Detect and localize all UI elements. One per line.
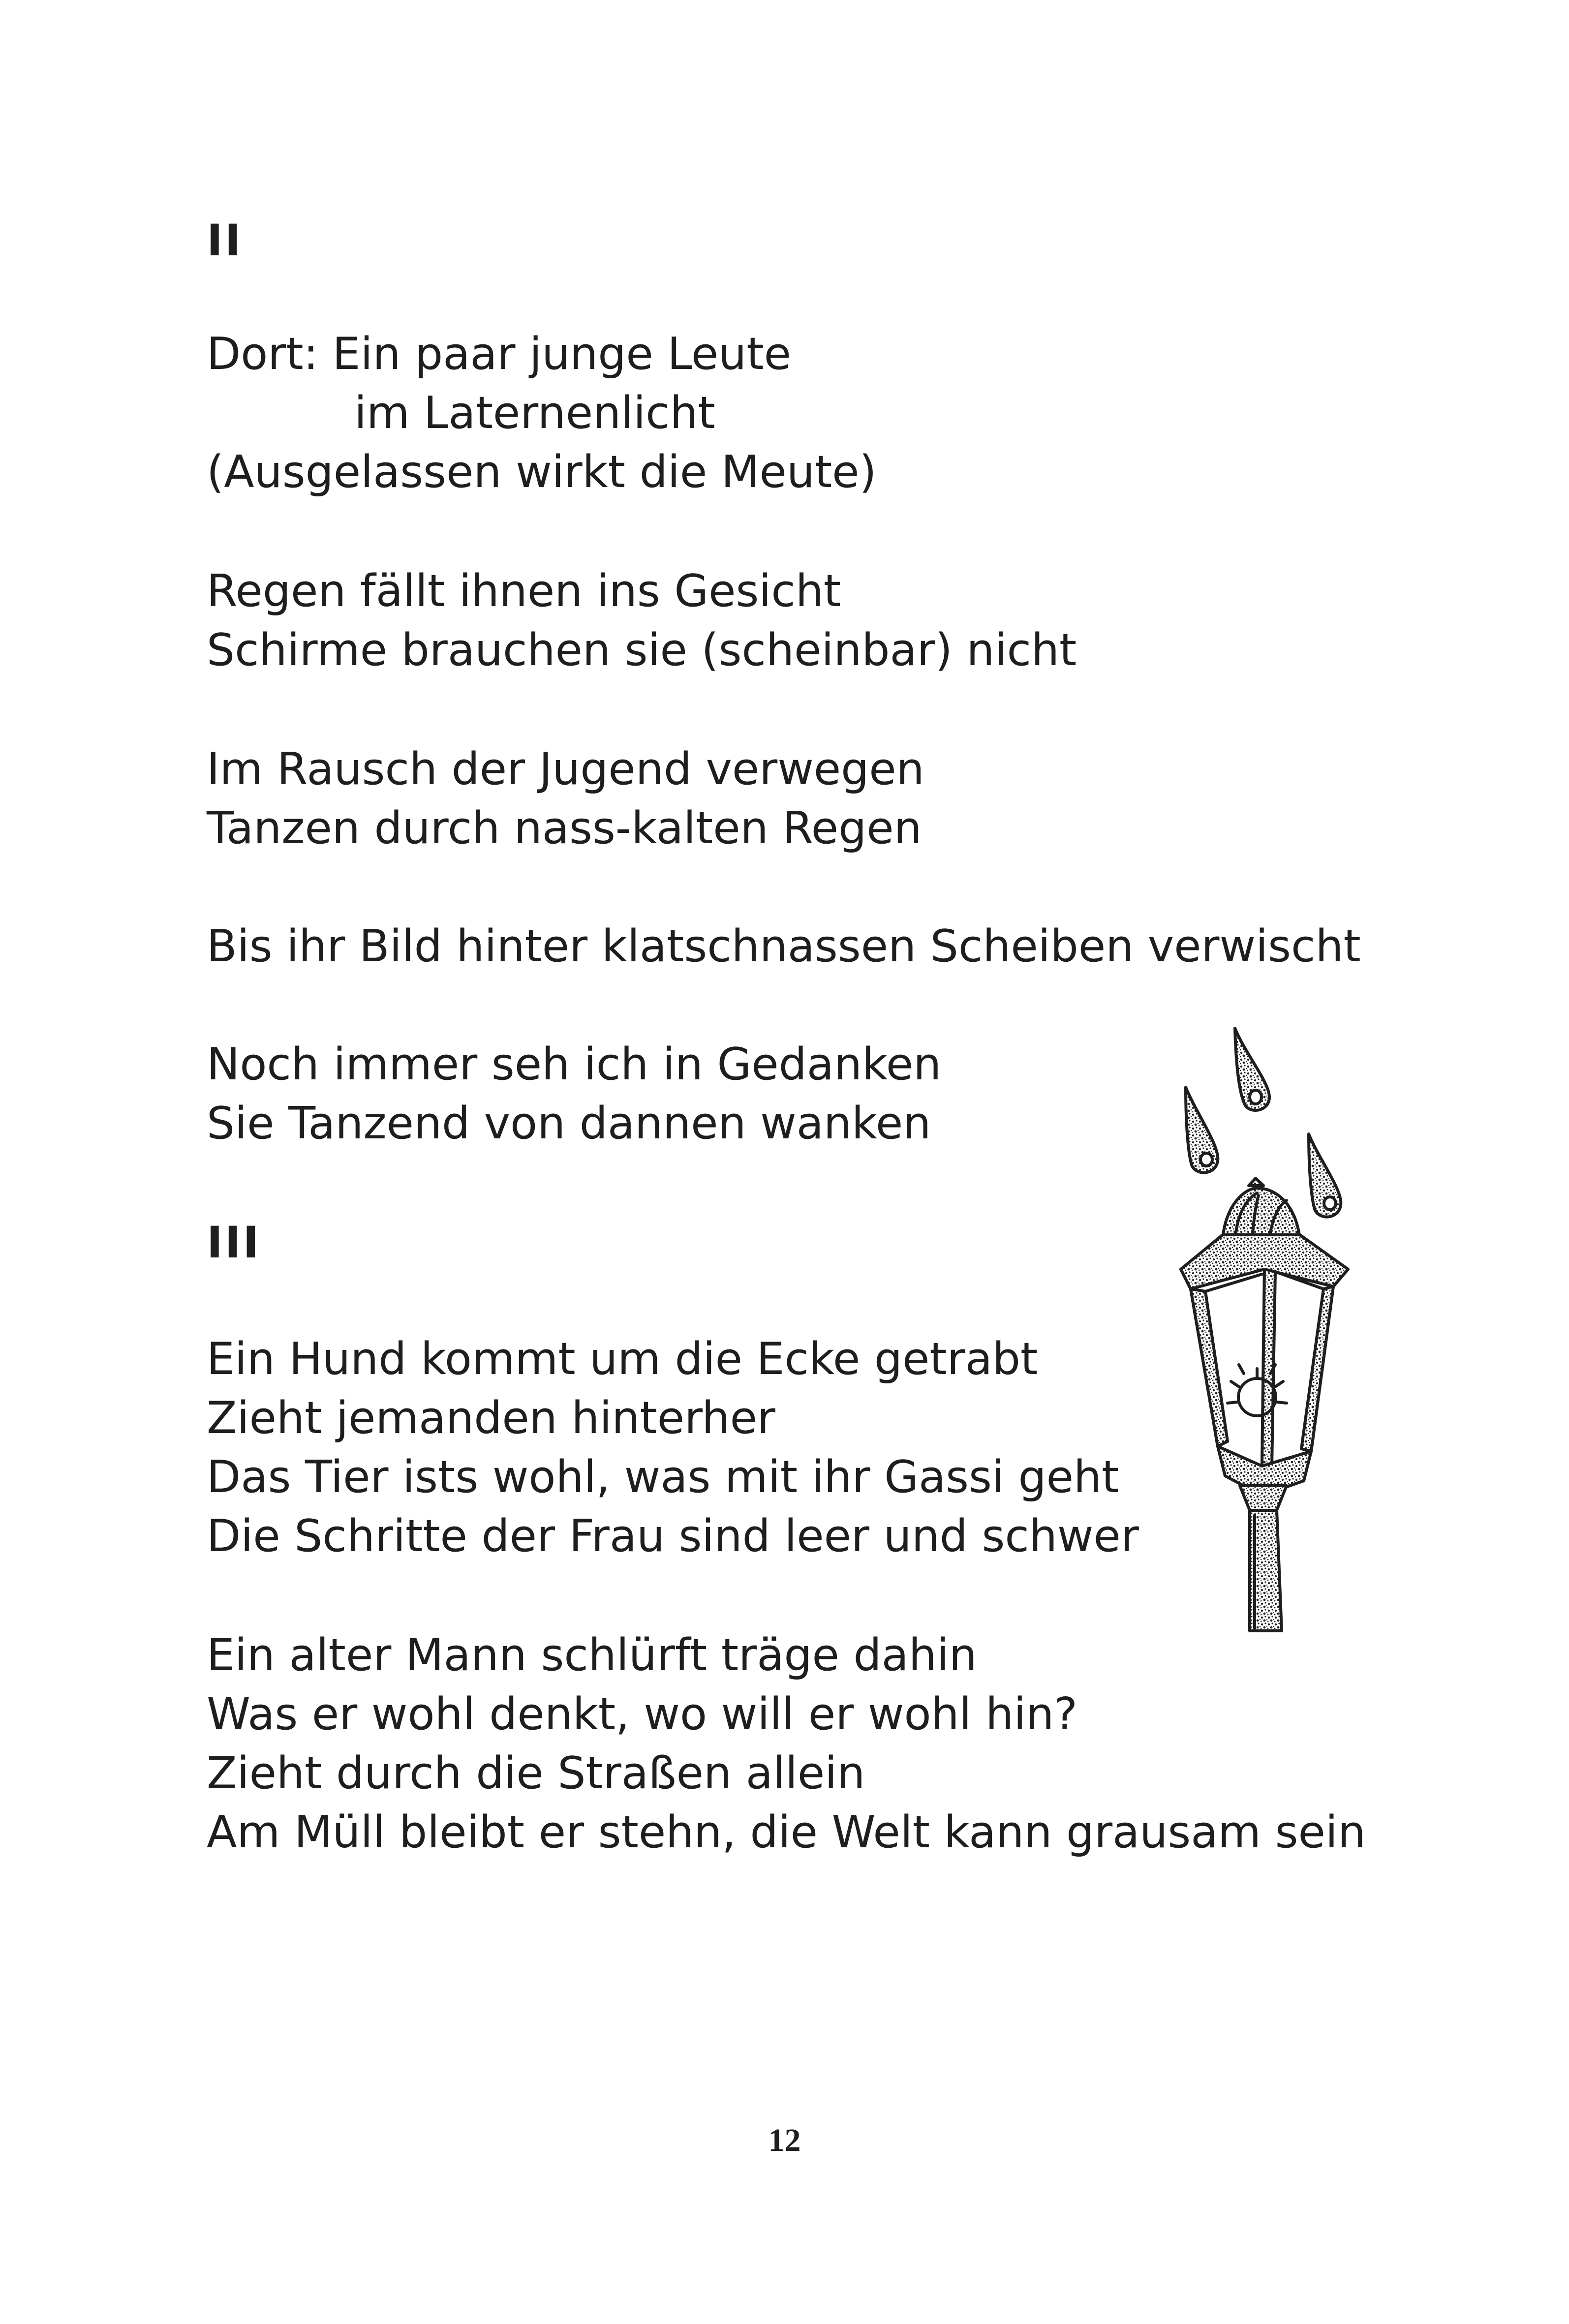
poem-line: im Laternenlicht [354,387,715,439]
page-number: 12 [768,2122,801,2158]
poem-line: (Ausgelassen wirkt die Meute) [207,446,877,498]
poem-line: Ein Hund kommt um die Ecke getrabt [207,1333,1038,1385]
poem-line: Am Müll bleibt er stehn, die Welt kann grausam sein [207,1806,1366,1858]
section-heading-2: II [207,215,243,266]
poem-line: Im Rausch der Jugend verwegen [207,743,924,795]
poem-line: Ein alter Mann schlürft träge dahin [207,1629,977,1681]
section-heading-3: III [207,1217,261,1268]
poem-line: Bis ihr Bild hinter klatschnassen Scheiben verwischt [207,920,1361,972]
poem-line: Zieht jemanden hinterher [207,1392,775,1444]
poem-line: Das Tier ists wohl, was mit ihr Gassi geht [207,1451,1119,1503]
poem-line: Schirme brauchen sie (scheinbar) nicht [207,624,1077,676]
poem-line: Die Schritte der Frau sind leer und schwer [207,1510,1139,1562]
poem-line: Regen fällt ihnen ins Gesicht [207,565,841,617]
poem-line: Zieht durch die Straßen allein [207,1747,865,1799]
poem-line: Was er wohl denkt, wo will er wohl hin? [207,1688,1078,1740]
poem-line: Tanzen durch nass-kalten Regen [207,802,922,854]
poem-line: Sie Tanzend von dannen wanken [207,1098,931,1149]
poem-line: Noch immer seh ich in Gedanken [207,1039,942,1090]
street-lantern-with-raindrops-icon [1171,1023,1397,1633]
poem-line: Dort: Ein paar junge Leute [207,328,791,380]
